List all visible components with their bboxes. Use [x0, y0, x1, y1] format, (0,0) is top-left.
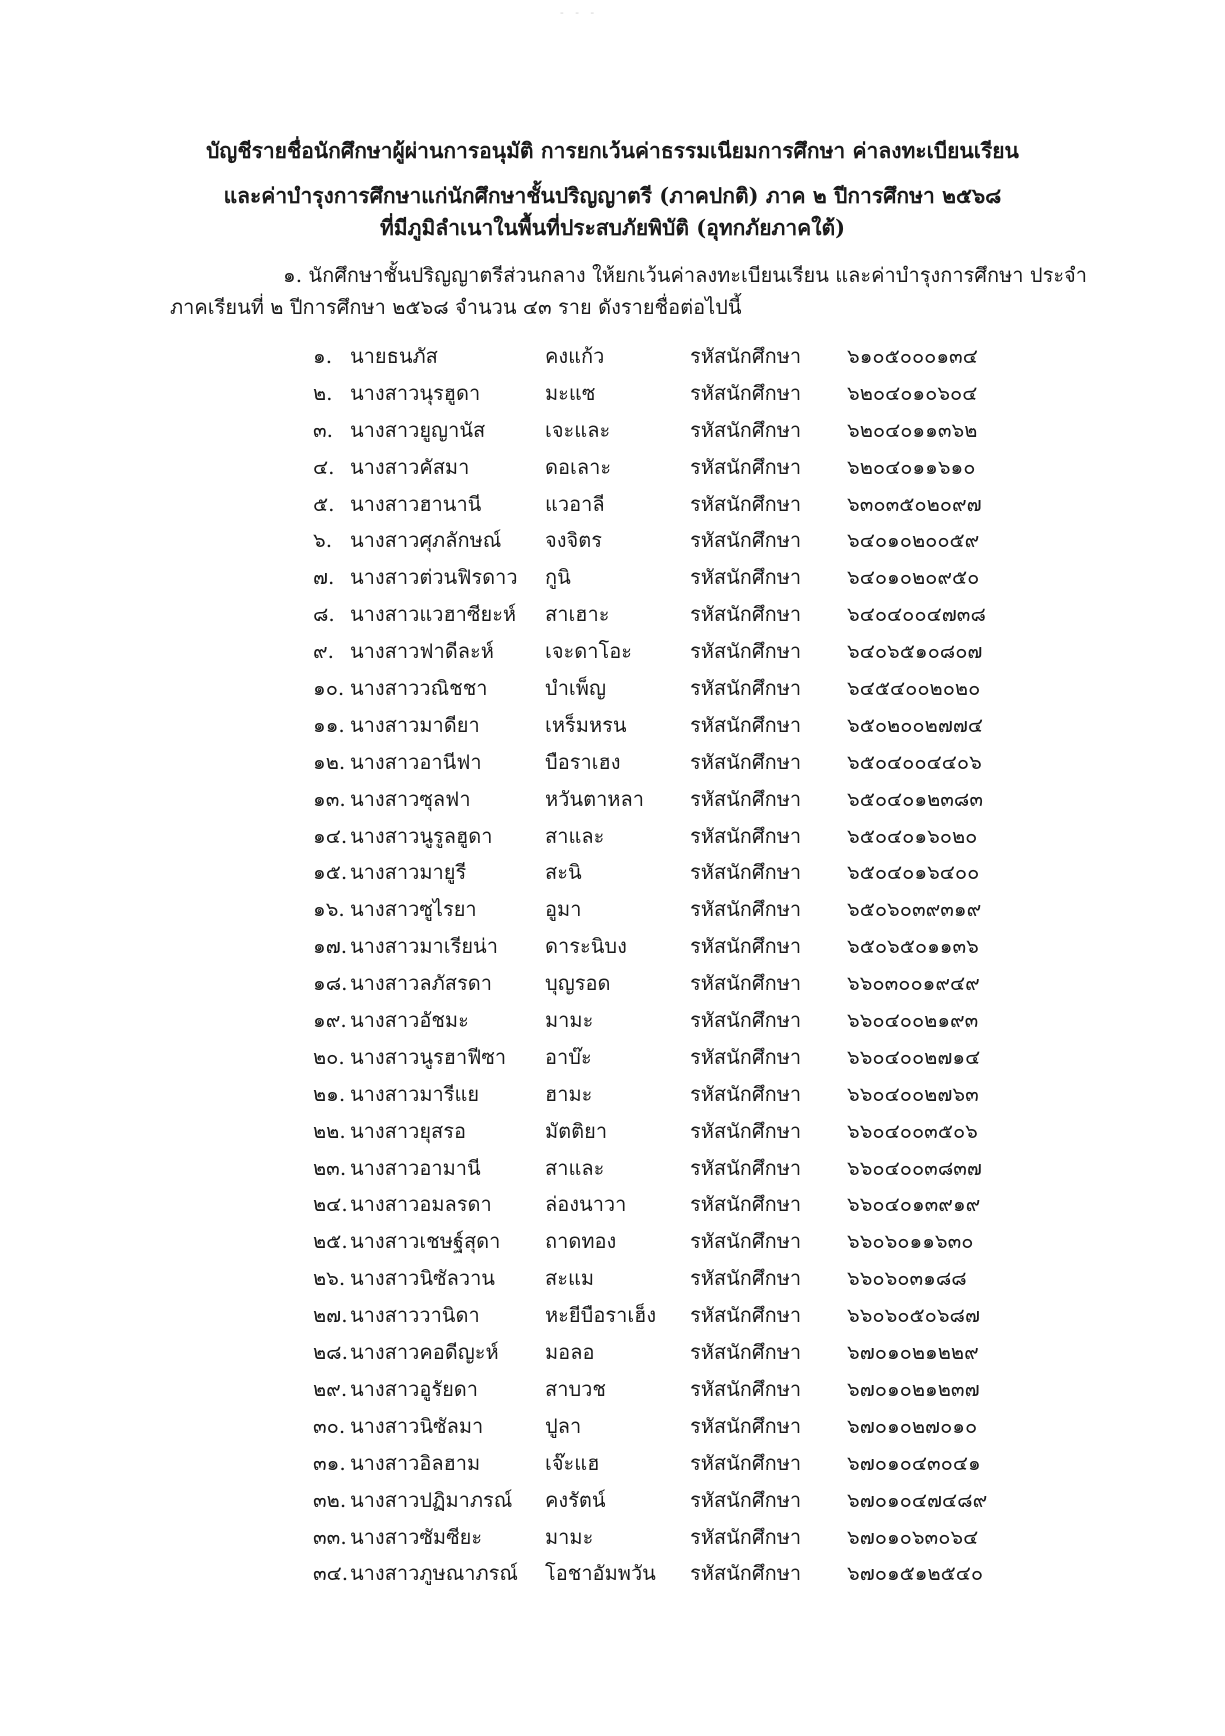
student-last-name: มามะ — [545, 1008, 594, 1033]
student-id-label: รหัสนักศึกษา — [690, 491, 802, 516]
student-id: ๖๖๐๔๐๑๓๙๑๙ — [847, 1192, 981, 1217]
student-first-name: นางสาวอิลฮาม — [350, 1450, 481, 1475]
student-number: ๑๗. — [313, 934, 348, 959]
student-id-label: รหัสนักศึกษา — [690, 1155, 802, 1180]
student-first-name: นางสาวอานีฟา — [350, 749, 482, 774]
student-id: ๖๗๐๑๐๔๓๐๔๑ — [847, 1450, 981, 1475]
student-last-name: เหร็มหรน — [545, 712, 627, 737]
list-item — [0, 522, 1225, 559]
student-first-name: นางสาวอามานี — [350, 1155, 481, 1180]
list-item — [0, 1408, 1225, 1445]
list-item — [0, 1297, 1225, 1334]
intro-line-1: ๑. นักศึกษาชั้นปริญญาตรีส่วนกลาง ให้ยกเว้นค่าลงทะเบียนเรียน และค่าบำรุงการศึกษา ประจำ — [283, 263, 1088, 287]
student-number: ๙. — [313, 639, 335, 664]
title-line-1: บัญชีรายชื่อนักศึกษาผู้ผ่านการอนุมัติ การยกเว้นค่าธรรมเนียมการศึกษา ค่าลงทะเบียนเรียน — [206, 138, 1019, 163]
student-id-label: รหัสนักศึกษา — [690, 934, 802, 959]
student-list — [0, 338, 1225, 1592]
student-first-name: นางสาวอมลรดา — [350, 1192, 492, 1217]
student-id-label: รหัสนักศึกษา — [690, 344, 802, 368]
student-id-label: รหัสนักศึกษา — [690, 1340, 802, 1365]
list-item — [0, 449, 1225, 486]
student-last-name: เจะและ — [545, 417, 611, 442]
student-id: ๖๔๐๑๐๒๐๐๕๙ — [847, 528, 980, 553]
student-id: ๖๕๐๖๐๓๙๓๑๙ — [847, 897, 982, 922]
student-id: ๖๕๐๒๐๐๒๗๗๔ — [847, 712, 984, 737]
title-line-2: และค่าบำรุงการศึกษาแก่นักศึกษาชั้นปริญญาตรี (ภาคปกติ) ภาค ๒ ปีการศึกษา ๒๕๖๘ — [223, 183, 1002, 208]
student-last-name: สาบวช — [545, 1376, 606, 1401]
student-id-label: รหัสนักศึกษา — [690, 1192, 802, 1217]
title-line-3: ที่มีภูมิลำเนาในพื้นที่ประสบภัยพิบัติ (อุทกภัยภาคใต้) — [379, 215, 846, 240]
student-first-name: นางสาวเชษฐ์สุดา — [350, 1229, 501, 1254]
student-number: ๑๐. — [313, 676, 345, 701]
student-last-name: สาและ — [545, 823, 605, 848]
student-number: ๑๘. — [313, 971, 348, 996]
student-number: ๑๖. — [313, 897, 345, 922]
student-number: ๒๑. — [313, 1081, 346, 1106]
student-first-name: นางสาววานิดา — [350, 1303, 480, 1328]
list-item — [0, 375, 1225, 412]
student-first-name: นางสาวยุสรอ — [350, 1118, 467, 1143]
list-item — [0, 1334, 1225, 1371]
list-item — [0, 486, 1225, 523]
student-id-label: รหัสนักศึกษา — [690, 1450, 802, 1475]
student-first-name: นางสาวมายูรี — [350, 860, 467, 885]
student-last-name: สาและ — [545, 1155, 605, 1180]
student-id-label: รหัสนักศึกษา — [690, 897, 802, 922]
student-first-name: นางสาวลภัสรดา — [350, 971, 492, 996]
student-number: ๗. — [313, 565, 335, 590]
student-first-name: นางสาวอัชมะ — [350, 1008, 469, 1033]
student-number: ๓๐. — [313, 1413, 346, 1438]
student-first-name: นางสาวคอดีญะห์ — [350, 1340, 499, 1365]
student-id: ๖๖๐๓๐๐๑๙๔๙ — [847, 971, 980, 996]
student-first-name: นางสาวคัสมา — [350, 454, 470, 479]
list-item — [0, 965, 1225, 1002]
student-first-name: นางสาวต่วนฟิรดาว — [350, 565, 518, 590]
student-id: ๖๖๐๖๐๓๑๘๘ — [847, 1266, 967, 1291]
list-item — [0, 670, 1225, 707]
student-id-label: รหัสนักศึกษา — [690, 860, 802, 885]
list-item — [0, 1371, 1225, 1408]
student-first-name: นางสาวนุรฮูดา — [350, 380, 481, 405]
student-id-label: รหัสนักศึกษา — [690, 1487, 802, 1512]
student-first-name: นางสาวแวฮาซียะห์ — [350, 602, 517, 627]
student-last-name: มามะ — [545, 1524, 594, 1549]
student-last-name: ถาดทอง — [545, 1229, 617, 1254]
list-item — [0, 818, 1225, 855]
student-id: ๖๒๐๔๐๑๑๖๑๐ — [847, 454, 976, 479]
student-id: ๖๕๐๖๕๐๑๑๓๖ — [847, 934, 979, 959]
student-number: ๒๓. — [313, 1155, 347, 1180]
student-id: ๖๕๐๔๐๑๖๔๐๐ — [847, 860, 980, 885]
student-first-name: นางสาวนูรฮาฟีซา — [350, 1044, 507, 1069]
intro-line-2: ภาคเรียนที่ ๒ ปีการศึกษา ๒๕๖๘ จำนวน ๔๓ ราย ดังรายชื่อต่อไปนี้ — [170, 295, 742, 319]
student-id-label: รหัสนักศึกษา — [690, 454, 802, 479]
student-number: ๑๙. — [313, 1008, 347, 1033]
student-id-label: รหัสนักศึกษา — [690, 971, 802, 996]
student-first-name: นางสาวนูรูลฮูดา — [350, 823, 493, 848]
student-id: ๖๖๐๔๐๐๒๑๙๓ — [847, 1008, 979, 1033]
student-id-label: รหัสนักศึกษา — [690, 1044, 802, 1069]
list-item — [0, 1555, 1225, 1592]
student-id: ๖๕๐๔๐๑๖๐๒๐ — [847, 823, 978, 848]
student-first-name: นางสาวภูษณาภรณ์ — [350, 1561, 518, 1586]
list-item — [0, 1445, 1225, 1482]
student-id-label: รหัสนักศึกษา — [690, 417, 802, 442]
student-id: ๖๖๐๔๐๐๒๗๖๓ — [847, 1081, 979, 1106]
student-last-name: มัตติยา — [545, 1118, 608, 1143]
student-number: ๑๓. — [313, 786, 346, 811]
student-id-label: รหัสนักศึกษา — [690, 602, 802, 627]
list-item — [0, 1150, 1225, 1187]
student-id-label: รหัสนักศึกษา — [690, 1561, 802, 1586]
student-number: ๓๑. — [313, 1450, 346, 1475]
student-id: ๖๒๐๔๐๑๐๖๐๔ — [847, 380, 978, 405]
student-first-name: นางสาวนิซัลวาน — [350, 1266, 495, 1291]
student-number: ๘. — [313, 602, 335, 627]
student-id: ๖๕๐๔๐๑๒๓๘๓ — [847, 786, 984, 811]
student-id: ๖๖๐๔๐๐๓๘๓๗ — [847, 1155, 982, 1180]
student-id-label: รหัสนักศึกษา — [690, 712, 802, 737]
list-item — [0, 1113, 1225, 1150]
student-id: ๖๔๐๖๕๑๐๘๐๗ — [847, 639, 983, 664]
list-item — [0, 1519, 1225, 1556]
student-first-name: นางสาวนิซัลมา — [350, 1413, 484, 1438]
student-id-label: รหัสนักศึกษา — [690, 639, 802, 664]
student-id: ๖๗๐๑๕๑๒๕๔๐ — [847, 1561, 984, 1586]
student-id: ๖๗๐๑๐๒๗๐๑๐ — [847, 1413, 978, 1438]
student-id-label: รหัสนักศึกษา — [690, 1266, 802, 1291]
student-id-label: รหัสนักศึกษา — [690, 1413, 802, 1438]
student-first-name: นางสาวอูรัยดา — [350, 1376, 479, 1401]
page-mark: - - - — [560, 6, 599, 19]
student-id: ๖๗๐๑๐๒๑๒๓๗ — [847, 1376, 980, 1401]
student-last-name: กูนิ — [545, 565, 571, 590]
student-last-name: สะนิ — [545, 860, 582, 885]
student-last-name: จงจิตร — [545, 528, 602, 553]
student-first-name: นางสาวปฏิมาภรณ์ — [350, 1487, 513, 1512]
student-last-name: สะแม — [545, 1266, 595, 1291]
student-last-name: ฮามะ — [545, 1081, 593, 1106]
student-first-name: นางสาววณิชชา — [350, 676, 488, 701]
student-last-name: สาเฮาะ — [545, 602, 610, 627]
student-id-label: รหัสนักศึกษา — [690, 380, 802, 405]
student-number: ๒๔. — [313, 1192, 348, 1217]
student-id-label: รหัสนักศึกษา — [690, 1376, 802, 1401]
student-number: ๕. — [313, 491, 335, 516]
list-item — [0, 1260, 1225, 1297]
student-id-label: รหัสนักศึกษา — [690, 749, 802, 774]
student-id: ๖๖๐๔๐๐๓๕๐๖ — [847, 1118, 978, 1143]
student-id: ๖๑๐๕๐๐๐๑๓๔ — [847, 344, 978, 368]
student-last-name: บำเพ็ญ — [545, 676, 606, 701]
list-item — [0, 1076, 1225, 1113]
student-id: ๖๗๐๑๐๖๓๐๖๔ — [847, 1524, 979, 1549]
list-item — [0, 559, 1225, 596]
student-last-name: มอลอ — [545, 1340, 595, 1365]
student-id: ๖๖๐๖๐๑๑๖๓๐ — [847, 1229, 974, 1254]
student-last-name: หวันตาหลา — [545, 786, 644, 811]
list-item — [0, 1039, 1225, 1076]
student-first-name: นางสาวซูไรยา — [350, 897, 477, 922]
list-item — [0, 854, 1225, 891]
list-item — [0, 412, 1225, 449]
student-number: ๑๑. — [313, 712, 345, 737]
student-number: ๓๒. — [313, 1487, 347, 1512]
student-id-label: รหัสนักศึกษา — [690, 1524, 802, 1549]
student-first-name: นางสาวมารีแย — [350, 1081, 480, 1106]
list-item — [0, 1482, 1225, 1519]
student-number: ๓. — [313, 417, 334, 442]
list-item — [0, 744, 1225, 781]
student-id: ๖๓๐๓๕๐๒๐๙๗ — [847, 491, 982, 516]
list-item — [0, 1223, 1225, 1260]
student-id-label: รหัสนักศึกษา — [690, 823, 802, 848]
student-number: ๒๐. — [313, 1044, 345, 1069]
student-number: ๑. — [313, 344, 333, 368]
student-last-name: แวอาลี — [545, 491, 605, 516]
student-number: ๒๖. — [313, 1266, 346, 1291]
list-item — [0, 707, 1225, 744]
student-last-name: หะยีบือราเฮ็ง — [545, 1303, 657, 1328]
student-last-name: ปูลา — [545, 1413, 582, 1438]
student-id-label: รหัสนักศึกษา — [690, 528, 802, 553]
student-first-name: นางสาวฟาดีละห์ — [350, 639, 494, 664]
student-id-label: รหัสนักศึกษา — [690, 1081, 802, 1106]
student-first-name: นางสาวซุลฟา — [350, 786, 471, 811]
student-first-name: นางสาวมาดียา — [350, 712, 480, 737]
student-number: ๑๒. — [313, 749, 346, 774]
student-first-name: นายธนภัส — [350, 344, 438, 368]
student-last-name: อาบ๊ะ — [545, 1044, 592, 1069]
list-item — [0, 1186, 1225, 1223]
student-id: ๖๔๐๔๐๐๔๗๓๘ — [847, 602, 986, 627]
student-number: ๓๓. — [313, 1524, 347, 1549]
student-number: ๑๔. — [313, 823, 348, 848]
student-last-name: บือราเฮง — [545, 749, 621, 774]
student-number: ๖. — [313, 528, 333, 553]
student-id: ๖๗๐๑๐๔๗๔๘๙ — [847, 1487, 988, 1512]
student-last-name: ล่องนาวา — [545, 1192, 627, 1217]
student-number: ๒๗. — [313, 1303, 348, 1328]
student-first-name: นางสาวยูญานัส — [350, 417, 486, 442]
student-id-label: รหัสนักศึกษา — [690, 565, 802, 590]
list-item — [0, 781, 1225, 818]
student-id: ๖๖๐๔๐๐๒๗๑๔ — [847, 1044, 981, 1069]
list-item — [0, 1002, 1225, 1039]
student-id: ๖๔๐๑๐๒๐๙๕๐ — [847, 565, 980, 590]
student-last-name: มะแซ — [545, 380, 596, 405]
student-number: ๒๘. — [313, 1340, 348, 1365]
student-last-name: คงรัตน์ — [545, 1487, 606, 1512]
student-last-name: คงแก้ว — [545, 344, 605, 368]
student-number: ๓๔. — [313, 1561, 349, 1586]
student-id: ๖๒๐๔๐๑๑๓๖๒ — [847, 417, 978, 442]
student-id-label: รหัสนักศึกษา — [690, 1118, 802, 1143]
student-number: ๒๒. — [313, 1118, 346, 1143]
student-first-name: นางสาวมาเรียน่า — [350, 934, 498, 959]
student-last-name: ดอเลาะ — [545, 454, 612, 479]
student-first-name: นางสาวซัมซียะ — [350, 1524, 483, 1549]
student-last-name: บุญรอด — [545, 971, 611, 996]
student-number: ๒๕. — [313, 1229, 348, 1254]
student-last-name: ดาระนิบง — [545, 934, 627, 959]
student-last-name: เจะดาโอะ — [545, 639, 633, 664]
list-item — [0, 338, 1225, 375]
student-last-name: อูมา — [545, 897, 582, 922]
student-id-label: รหัสนักศึกษา — [690, 676, 802, 701]
student-number: ๑๕. — [313, 860, 348, 885]
student-number: ๔. — [313, 454, 335, 479]
student-first-name: นางสาวศุภลักษณ์ — [350, 528, 502, 553]
list-item — [0, 928, 1225, 965]
student-first-name: นางสาวฮานานี — [350, 491, 482, 516]
student-id: ๖๕๐๔๐๐๔๔๐๖ — [847, 749, 982, 774]
list-item — [0, 596, 1225, 633]
student-last-name: เจ๊ะแฮ — [545, 1450, 600, 1475]
student-number: ๒. — [313, 380, 333, 405]
student-id: ๖๗๐๑๐๒๑๒๒๙ — [847, 1340, 979, 1365]
list-item — [0, 633, 1225, 670]
student-id-label: รหัสนักศึกษา — [690, 1008, 802, 1033]
student-id-label: รหัสนักศึกษา — [690, 1303, 802, 1328]
student-number: ๒๙. — [313, 1376, 348, 1401]
student-id: ๖๖๐๖๐๕๐๖๘๗ — [847, 1303, 981, 1328]
student-id: ๖๔๕๔๐๐๒๐๒๐ — [847, 676, 981, 701]
student-id-label: รหัสนักศึกษา — [690, 1229, 802, 1254]
list-item — [0, 891, 1225, 928]
student-last-name: โอชาอัมพวัน — [545, 1561, 656, 1586]
student-id-label: รหัสนักศึกษา — [690, 786, 802, 811]
